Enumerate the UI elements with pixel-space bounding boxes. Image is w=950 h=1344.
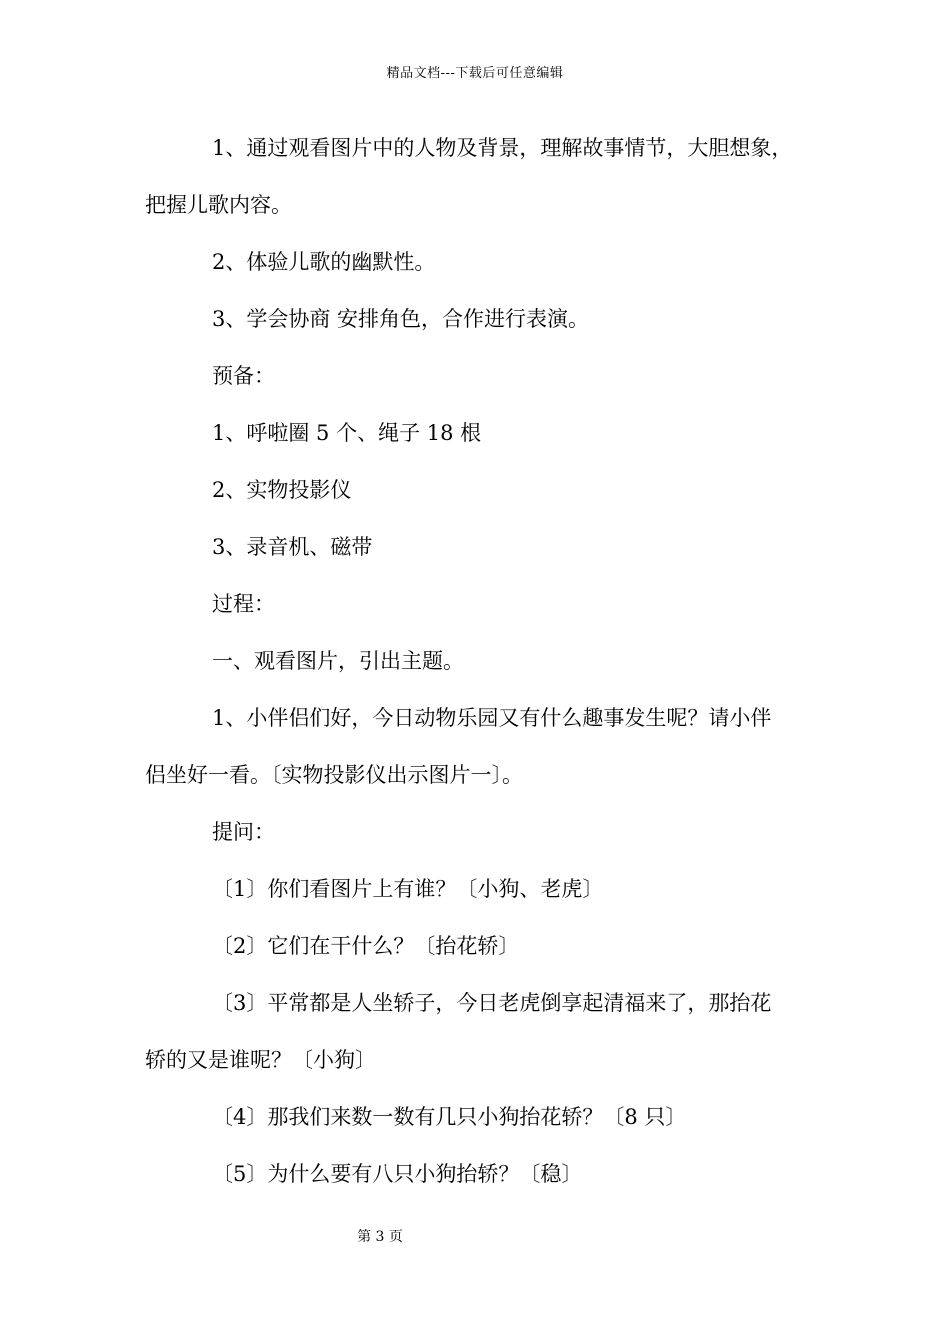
- question-item: 〔2〕它们在干什么？〔抬花轿〕: [212, 934, 520, 958]
- paragraph-line: 2、体验儿歌的幽默性。: [212, 250, 436, 274]
- paragraph-line: 侣坐好一看。〔实物投影仪出示图片一〕。: [145, 763, 523, 787]
- question-item: 〔4〕那我们来数一数有几只小狗抬花轿？〔8 只〕: [212, 1105, 687, 1129]
- question-item: 〔1〕你们看图片上有谁？〔小狗、老虎〕: [212, 877, 604, 901]
- question-item: 〔3〕平常都是人坐轿子，今日老虎倒享起清福来了，那抬花: [212, 991, 772, 1015]
- list-item: 1、呼啦圈 5 个、绳子 18 根: [212, 421, 482, 445]
- document-body: [145, 134, 835, 1217]
- list-item: 2、实物投影仪: [212, 478, 352, 502]
- question-item-continuation: 轿的又是谁呢？〔小狗〕: [145, 1048, 376, 1072]
- page-number: 第 3 页: [357, 1229, 403, 1245]
- paragraph-line: 1、通过观看图片中的人物及背景，理解故事情节，大胆想象，: [212, 136, 793, 160]
- section-heading: 预备：: [212, 364, 275, 388]
- question-item: 〔5〕为什么要有八只小狗抬轿？〔稳〕: [212, 1162, 583, 1186]
- page-header: 精品文档---下载后可任意编辑: [386, 66, 564, 81]
- paragraph-line: 把握儿歌内容。: [145, 193, 292, 217]
- paragraph-line: 3、学会协商 安排角色，合作进行表演。: [212, 307, 590, 331]
- section-heading: 提问：: [212, 820, 275, 844]
- section-heading: 过程：: [212, 592, 275, 616]
- paragraph-line: 1、小伴侣们好，今日动物乐园又有什么趣事发生呢？请小伴: [212, 706, 772, 730]
- section-heading: 一、观看图片，引出主题。: [212, 649, 464, 673]
- list-item: 3、录音机、磁带: [212, 535, 373, 559]
